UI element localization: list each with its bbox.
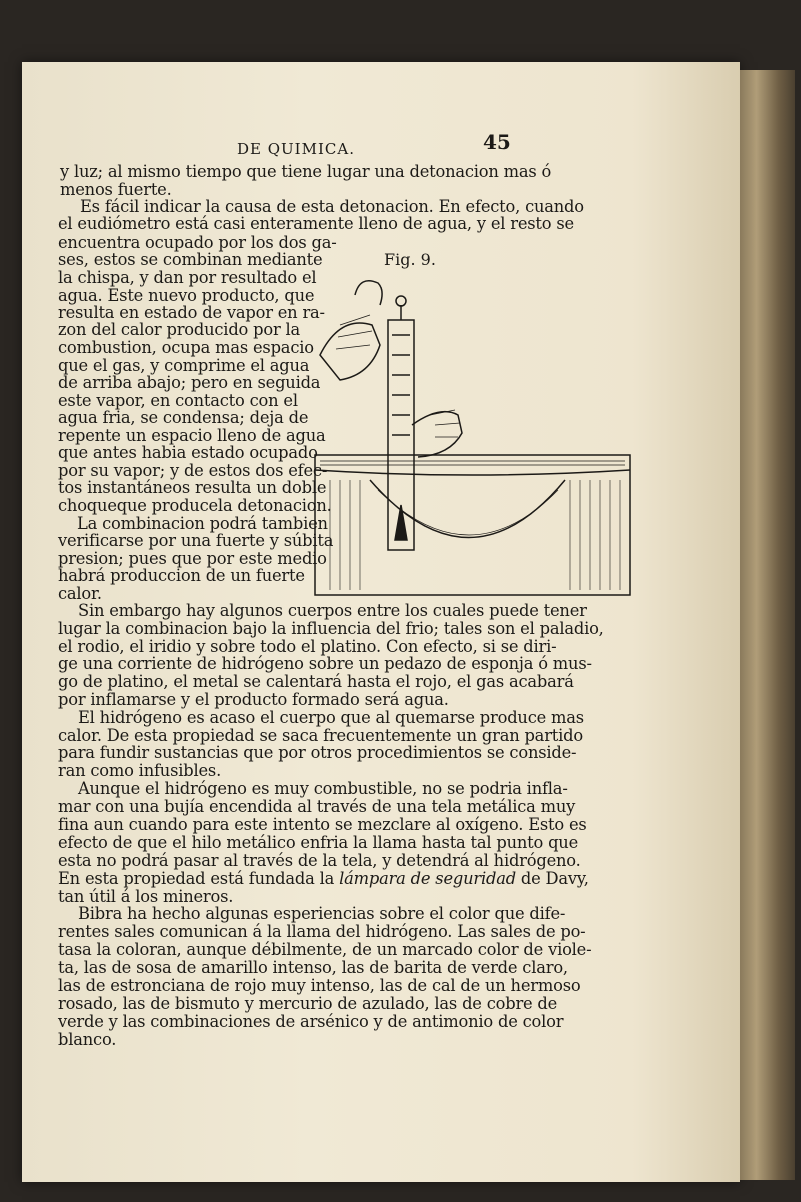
- eudiometer-illustration: [300, 265, 720, 605]
- text-line: rentes sales comunican á la llama del hidrógeno. Las sales de po-: [58, 922, 586, 941]
- text-line: fina aun cuando para este intento se mezclare al oxígeno. Esto es: [58, 815, 587, 834]
- text-line: La combinacion podrá tambien: [77, 514, 328, 533]
- text-span: En esta propiedad está fundada la: [58, 869, 340, 888]
- text-line: combustion, ocupa mas espacio: [58, 338, 314, 357]
- text-line: calor. De esta propiedad se saca frecuentemente un gran partido: [58, 726, 583, 745]
- text-line: blanco.: [58, 1030, 117, 1049]
- text-line: ran como infusibles.: [58, 761, 222, 780]
- text-line: verificarse por una fuerte y súbita: [58, 531, 334, 550]
- text-line: agua fria, se condensa; deja de: [58, 408, 309, 427]
- text-line: zon del calor producido por la: [58, 320, 301, 339]
- figure-label: Fig. 9.: [384, 250, 436, 269]
- text-line: Sin embargo hay algunos cuerpos entre los cuales puede tener: [78, 601, 587, 620]
- text-line: choqueque producela detonacion.: [58, 496, 332, 515]
- text-line: menos fuerte.: [60, 180, 172, 199]
- text-line: que el gas, y comprime el agua: [58, 356, 310, 375]
- text-line: las de estronciana de rojo muy intenso, las de cal de un hermoso: [58, 976, 581, 995]
- text-line: Bibra ha hecho algunas esperiencias sobre el color que dife-: [78, 904, 566, 923]
- text-line: rosado, las de bismuto y mercurio de azulado, las de cobre de: [58, 994, 558, 1013]
- text-line: verde y las combinaciones de arsénico y de antimonio de color: [58, 1012, 564, 1031]
- text-line: Aunque el hidrógeno es muy combustible, no se podria infla-: [78, 779, 568, 798]
- text-line: mar con una bujía encendida al través de una tela metálica muy: [58, 797, 576, 816]
- text-line: encuentra ocupado por los dos ga-: [58, 233, 337, 252]
- text-span: de Davy,: [515, 869, 589, 888]
- page-edge-shadow: [740, 70, 795, 1180]
- text-line: tan útil á los mineros.: [58, 887, 234, 906]
- page-number: 45: [483, 130, 511, 154]
- text-line: esta no podrá pasar al través de la tela, y detendrá al hidrógeno.: [58, 851, 581, 870]
- text-line: que antes habia estado ocupado: [58, 443, 318, 462]
- text-line: calor.: [58, 584, 102, 603]
- text-line: El hidrógeno es acaso el cuerpo que al quemarse produce mas: [78, 708, 584, 727]
- text-line: el eudiómetro está casi enteramente lleno de agua, y el resto se: [58, 214, 574, 233]
- text-line: presion; pues que por este medio: [58, 549, 327, 568]
- italic-term: lámpara de seguridad: [339, 869, 516, 888]
- text-line: la chispa, y dan por resultado el: [58, 268, 317, 287]
- running-title: DE QUIMICA.: [237, 140, 355, 158]
- text-line: go de platino, el metal se calentará hasta el rojo, el gas acabará: [58, 672, 574, 691]
- text-line: [58, 870, 589, 888]
- text-line: de arriba abajo; pero en seguida: [58, 373, 321, 392]
- text-line: el rodio, el iridio y sobre todo el platino. Con efecto, si se diri-: [58, 637, 557, 656]
- text-line: por inflamarse y el producto formado será agua.: [58, 690, 449, 709]
- text-line: Es fácil indicar la causa de esta detonacion. En efecto, cuando: [80, 197, 584, 216]
- text-line: y luz; al mismo tiempo que tiene lugar una detonacion mas ó: [60, 162, 552, 181]
- text-line: ge una corriente de hidrógeno sobre un pedazo de esponja ó mus-: [58, 654, 592, 673]
- text-line: ta, las de sosa de amarillo intenso, las de barita de verde claro,: [58, 958, 568, 977]
- text-line: por su vapor; y de estos dos efec-: [58, 461, 328, 480]
- text-line: habrá produccion de un fuerte: [58, 566, 305, 585]
- text-line: tos instantáneos resulta un doble: [58, 478, 327, 497]
- text-line: ses, estos se combinan mediante: [58, 250, 323, 269]
- text-line: efecto de que el hilo metálico enfria la llama hasta tal punto que: [58, 833, 579, 852]
- text-line: tasa la coloran, aunque débilmente, de un marcado color de viole-: [58, 940, 592, 959]
- text-line: resulta en estado de vapor en ra-: [58, 303, 325, 322]
- text-line: agua. Este nuevo producto, que: [58, 286, 315, 305]
- text-line: para fundir sustancias que por otros procedimientos se conside-: [58, 743, 577, 762]
- text-line: lugar la combinacion bajo la influencia del frio; tales son el paladio,: [58, 619, 604, 638]
- text-line: este vapor, en contacto con el: [58, 391, 298, 410]
- text-line: repente un espacio lleno de agua: [58, 426, 326, 445]
